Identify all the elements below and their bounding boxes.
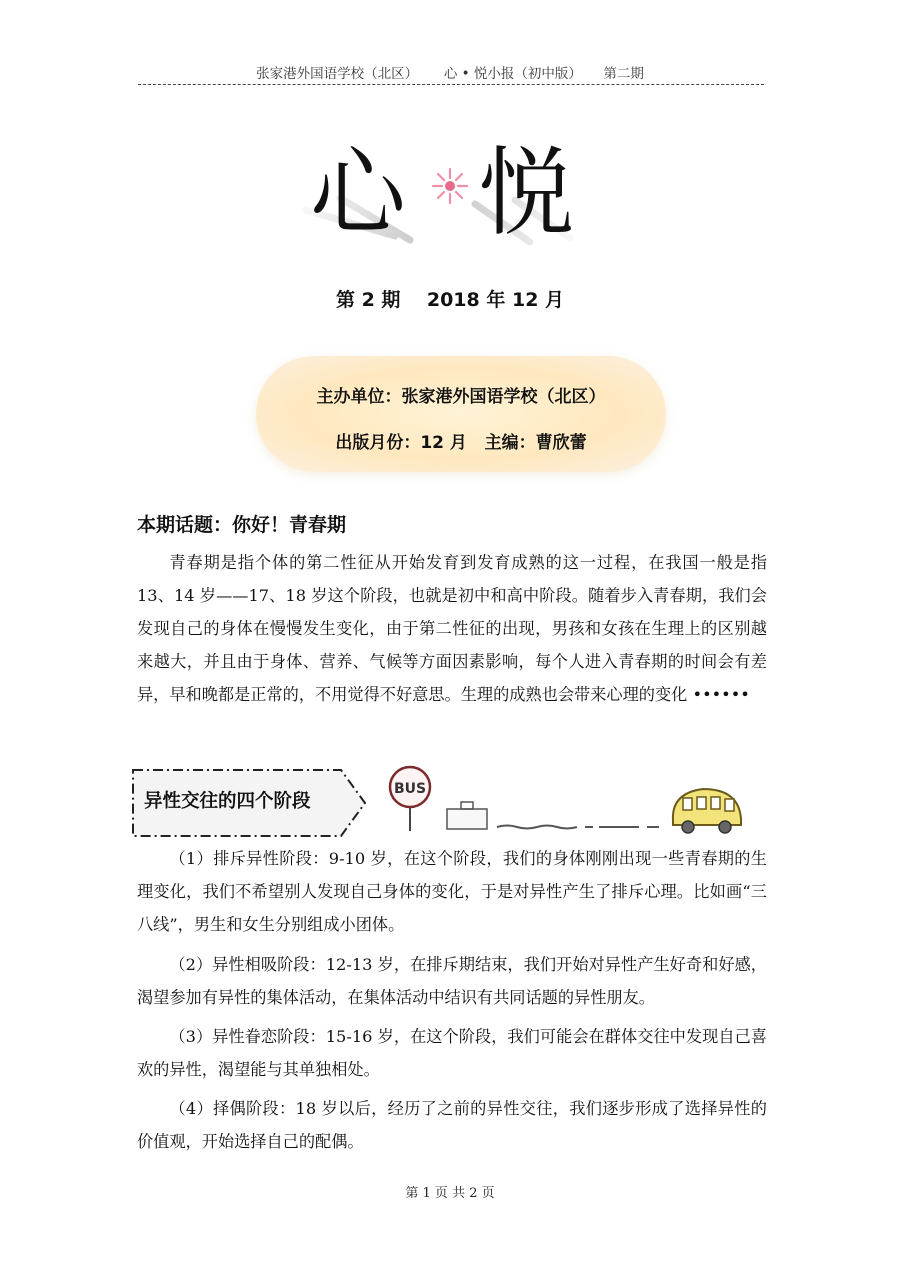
masthead-char-1: 心 [310, 137, 406, 249]
page-footer: 第 1 页 共 2 页 [405, 1186, 495, 1201]
masthead-logo [300, 118, 620, 253]
bus-icon [673, 789, 741, 833]
bus-stop-label: BUS [393, 781, 427, 797]
bus-stop-sign [390, 767, 430, 831]
stage-paragraph-4: （4）择偶阶段：18 岁以后，经历了之前的异性交往，我们逐步形成了选择异性的价值观，开始选择自己的配偶。 [137, 1099, 767, 1151]
flower-icon [433, 169, 467, 203]
road-line [497, 826, 659, 829]
header-divider [138, 84, 764, 85]
suitcase-icon [447, 802, 487, 829]
masthead-char-2: 悦 [478, 137, 574, 249]
bus-illustration [385, 765, 745, 845]
topic-heading: 本期话题：你好！青春期 [137, 514, 347, 536]
publisher-banner [256, 356, 666, 472]
publisher-line: 主办单位：张家港外国语学校（北区） [316, 387, 606, 407]
issue-date: 第 2 期 2018 年 12 月 [335, 289, 565, 311]
page-header: 张家港外国语学校（北区） 心 • 悦小报（初中版） 第二期 [256, 66, 644, 82]
stage-paragraph-3: （3）异性眷恋阶段：15-16 岁，在这个阶段，我们可能会在群体交往中发现自己喜欢的异性，渴望能与其单独相处。 [137, 1027, 767, 1079]
section-heading: 异性交往的四个阶段 [144, 791, 311, 812]
editor-line: 出版月份：12 月 主编：曹欣蕾 [335, 433, 587, 453]
intro-paragraph: 青春期是指个体的第二性征从开始发育到发育成熟的这一过程，在我国一般是指 13、14 岁——17、18 岁这个阶段，也就是初中和高中阶段。随着步入青春期，我们会发现自己的身体在慢慢发生变化，由于第二性征的出现，男孩和女孩在生理上的区别越来越大，并且由于身体、营养、气候等方面因素影响，每个人进入青春期的时间会有差异，早和晚都是正常的，不用觉得不好意思。生理的成熟也会带来心理的变化 •••••• [137, 553, 767, 704]
stage-paragraph-1: （1）排斥异性阶段：9-10 岁，在这个阶段，我们的身体刚刚出现一些青春期的生理变化，我们不希望别人发现自己身体的变化，于是对异性产生了排斥心理。比如画“三八线”，男生和女生分别组成小团体。 [137, 849, 767, 934]
stage-paragraph-2: （2）异性相吸阶段：12-13 岁，在排斥期结束，我们开始对异性产生好奇和好感，渴望参加有异性的集体活动，在集体活动中结识有共同话题的异性朋友。 [137, 955, 767, 1007]
